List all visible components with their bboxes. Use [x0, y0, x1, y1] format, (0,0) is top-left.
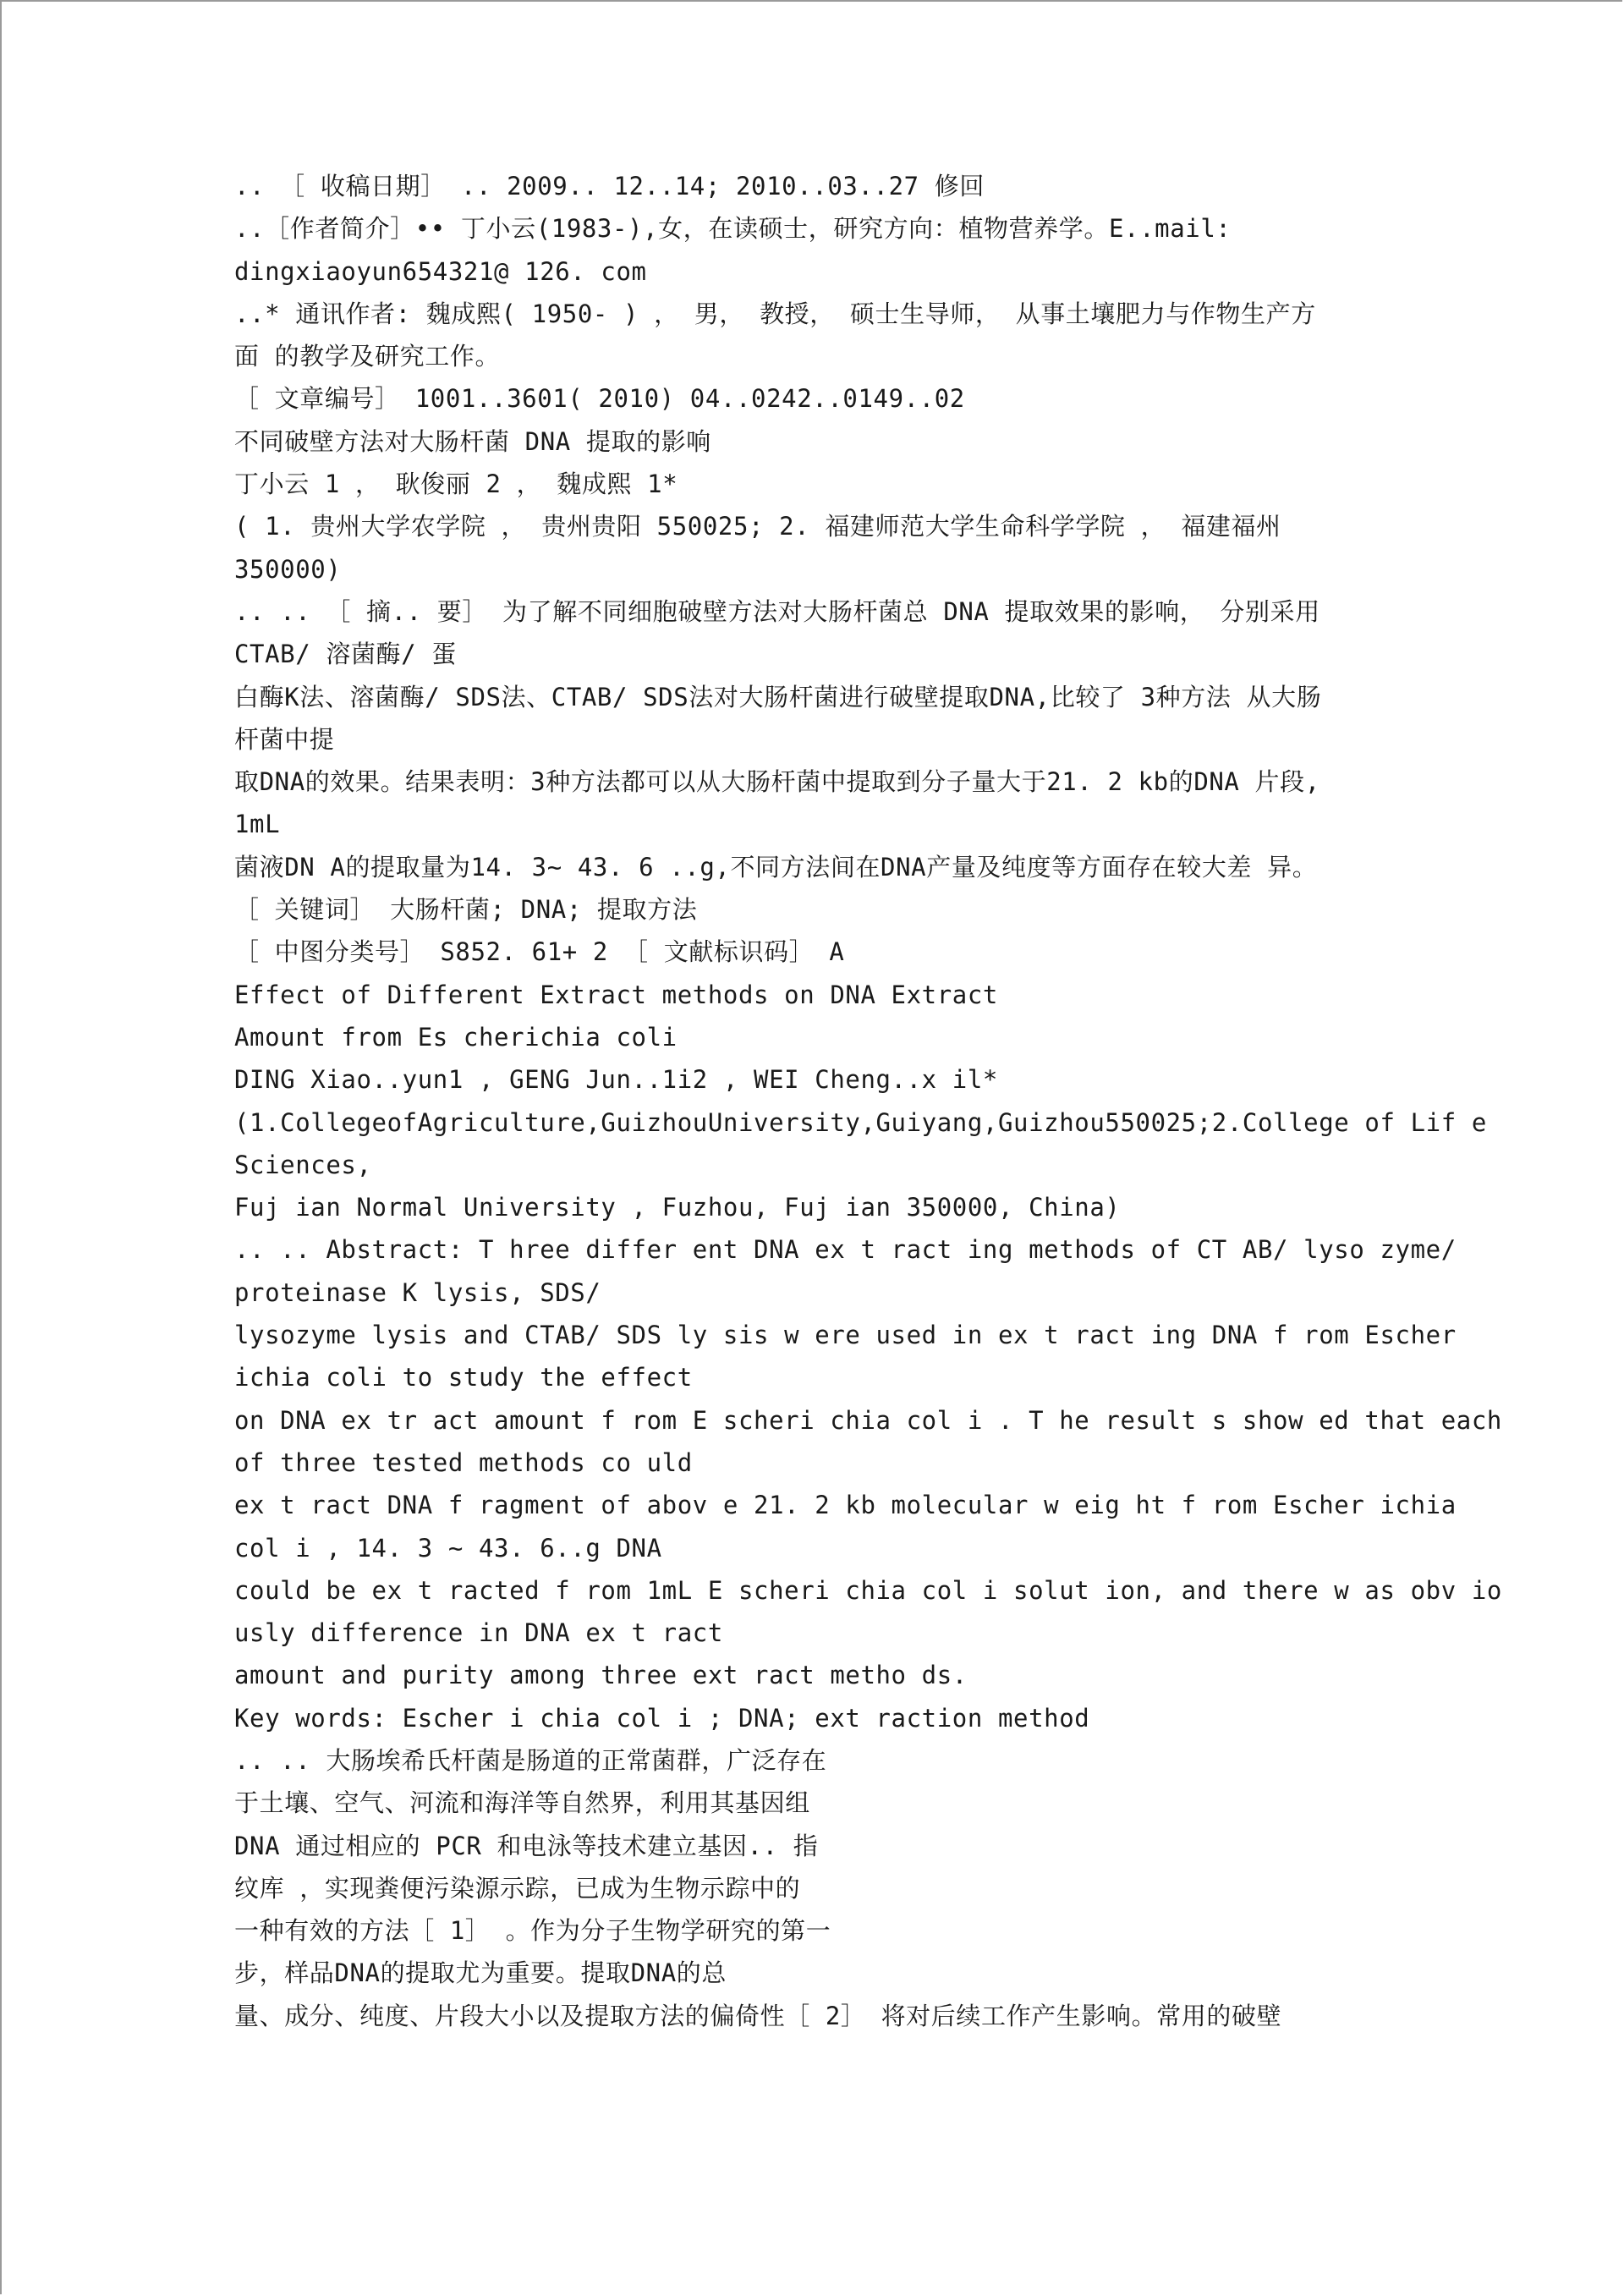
- body-paragraph-line: 纹库 ，实现粪便污染源示踪，已成为生物示踪中的: [234, 1873, 801, 1903]
- affiliations-en-2: Sciences,: [234, 1150, 372, 1179]
- abstract-cn-line: .. .. ［ 摘.. 要］ 为了解不同细胞破壁方法对大肠杆菌总 DNA 提取效果的影响， 分别采用: [234, 596, 1320, 626]
- abstract-en-line: on DNA ex tr act amount f rom E scheri chia col i . T he result s show ed that each: [234, 1405, 1502, 1435]
- body-paragraph-line: DNA 通过相应的 PCR 和电泳等技术建立基因.. 指: [234, 1831, 819, 1860]
- body-paragraph-line: 步，样品DNA的提取尤为重要。提取DNA的总: [234, 1958, 727, 1988]
- body-paragraph-line: 一种有效的方法［ 1］ 。作为分子生物学研究的第一: [234, 1916, 831, 1946]
- abstract-en-line: ichia coli to study the effect: [234, 1363, 693, 1392]
- abstract-cn-line: 菌液DN A的提取量为14. 3~ 43. 6 ..g,不同方法间在DNA产量及纯度等方面存在较大差 异。: [234, 852, 1318, 882]
- abstract-en-line: of three tested methods co uld: [234, 1447, 693, 1477]
- received-date-line: .. ［ 收稿日期］ .. 2009.. 12..14; 2010..03..27 修回: [234, 172, 985, 200]
- abstract-en-line: col i , 14. 3 ~ 43. 6..g DNA: [234, 1533, 662, 1563]
- body-paragraph-line: 量、成分、纯度、片段大小以及提取方法的偏倚性［ 2］ 将对后续工作产生影响。常用的破壁: [234, 2001, 1282, 2030]
- corresponding-author-line-2: 面 的教学及研究工作。: [234, 342, 501, 371]
- abstract-en-line: proteinase K lysis, SDS/: [234, 1277, 601, 1307]
- classification-line: ［ 中图分类号］ S852. 61+ 2 ［ 文献标识码］ A: [234, 937, 845, 967]
- abstract-cn-line: 杆菌中提: [234, 724, 335, 754]
- authors-en: DING Xiao..yun1 , GENG Jun..1i2 , WEI Cheng..x il*: [234, 1065, 998, 1095]
- abstract-cn-line: CTAB/ 溶菌酶/ 蛋: [234, 640, 457, 669]
- abstract-cn-line: 取DNA的效果。结果表明：3种方法都可以从大肠杆菌中提取到分子量大于21. 2 kb的DNA 片段,: [234, 767, 1320, 797]
- body-paragraph-line: .. .. 大肠埃希氏杆菌是肠道的正常菌群，广泛存在: [234, 1745, 827, 1775]
- abstract-en-line: usly difference in DNA ex t ract: [234, 1618, 723, 1648]
- author-intro-line: ..［作者简介］•• 丁小云(1983-),女，在读硕士，研究方向：植物营养学。E..mail:: [234, 214, 1232, 244]
- abstract-en-line: .. .. Abstract: T hree differ ent DNA ex t ract ing methods of CT AB/ lyso zyme/: [234, 1235, 1457, 1265]
- keywords-en: Key words: Escher i chia col i ; DNA; ext raction method: [234, 1703, 1090, 1733]
- title-en: Effect of Different Extract methods on DNA Extract: [234, 980, 998, 1009]
- keywords-cn: ［ 关键词］ 大肠杆菌; DNA; 提取方法: [234, 895, 698, 925]
- corresponding-author-line: ..* 通讯作者: 魏成熙( 1950- ) ， 男， 教授， 硕士生导师， 从事土壤肥力与作物生产方: [234, 299, 1316, 328]
- abstract-en-line: could be ex t racted f rom 1mL E scheri chia col i solut ion, and there w as obv io: [234, 1575, 1502, 1605]
- affiliations-cn: ( 1. 贵州大学农学院 ， 贵州贵阳 550025; 2. 福建师范大学生命科学学院 ， 福建福州: [234, 512, 1281, 541]
- affiliations-en: (1.CollegeofAgriculture,GuizhouUniversity,Guiyang,Guizhou550025;2.College of Lif e: [234, 1107, 1487, 1137]
- body-paragraph-line: 于土壤、空气、河流和海洋等自然界，利用其基因组: [234, 1788, 810, 1818]
- abstract-cn-line: 1mL: [234, 810, 281, 839]
- abstract-en-line: amount and purity among three ext ract metho ds.: [234, 1661, 968, 1690]
- affiliations-cn-2: 350000): [234, 554, 342, 584]
- authors-cn: 丁小云 1 ， 耿俊丽 2 ， 魏成熙 1*: [234, 470, 678, 499]
- affiliations-en-3: Fuj ian Normal University , Fuzhou, Fuj ian 350000, China): [234, 1193, 1121, 1222]
- author-email-line: dingxiaoyun654321@ 126. com: [234, 256, 647, 286]
- abstract-cn-line: 白酶K法、溶菌酶/ SDS法、CTAB/ SDS法对大肠杆菌进行破壁提取DNA,比较了 3种方法 从大肠: [234, 682, 1322, 711]
- document-body: [234, 165, 1502, 2037]
- abstract-en-line: lysozyme lysis and CTAB/ SDS ly sis w ere used in ex t ract ing DNA f rom Escher: [234, 1321, 1457, 1350]
- article-number-line: ［ 文章编号］ 1001..3601( 2010) 04..0242..0149..02: [234, 384, 965, 414]
- abstract-en-line: ex t ract DNA f ragment of abov e 21. 2 kb molecular w eig ht f rom Escher ichia: [234, 1491, 1457, 1520]
- title-cn: 不同破壁方法对大肠杆菌 DNA 提取的影响: [234, 426, 711, 456]
- title-en-2: Amount from Es cherichia coli: [234, 1022, 678, 1052]
